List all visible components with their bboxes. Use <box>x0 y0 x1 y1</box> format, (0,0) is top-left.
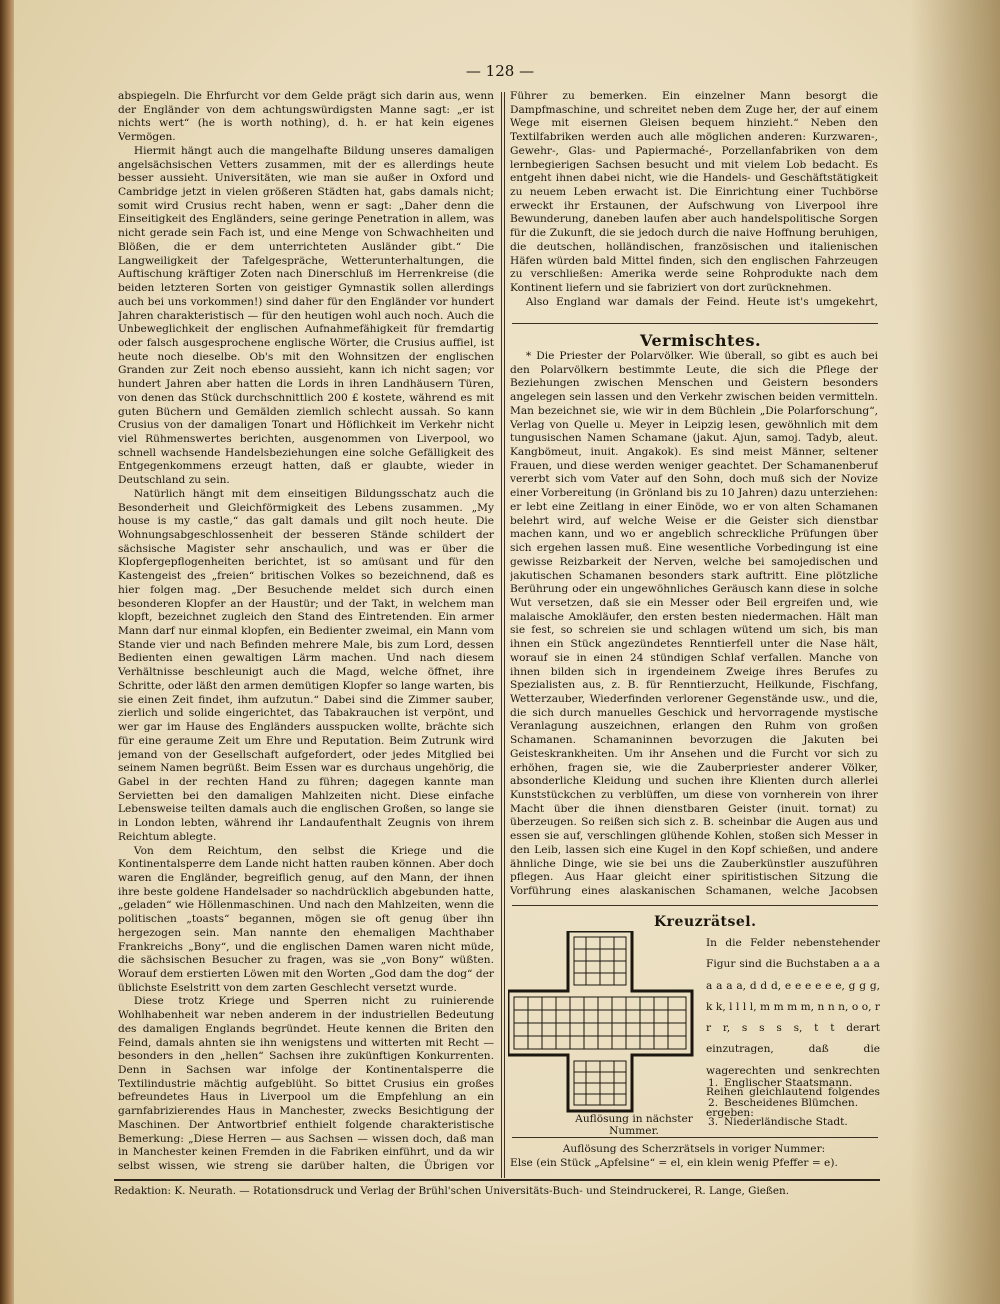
crossword-grid <box>508 931 698 1113</box>
riddle-solution <box>510 1143 878 1170</box>
left-column <box>118 90 494 1174</box>
right-column-continuation <box>510 90 878 310</box>
paragraph: Führer zu bemerken. Ein einzelner Mann besorgt die Dampfmaschine, und schreitet neben dem Zuge her, der auf einem Wege mit eisernen Gleisen bequem hinzieht.“ Neben den Textilfabriken werden auch alle möglichen anderen: Kurzwaren-, Gewehr-, Glas- und Papiermaché-, Porzellanfabriken von dem lernbegierigen Sachsen besucht und mit vielem Lob bedacht. Es entgeht ihnen dabei nicht, wie die Handels- und Geschäftstätigkeit zu neuem Leben erwacht ist. Die Einrichtung einer Tuchbörse erweckt ihr Erstaunen, der Aufschwung von Liverpool ihre Bewunderung, daneben laufen aber auch handelspolitische Sorgen für die Zukunft, die sie jedoch durch die naive Hoffnung beruhigen, die deutschen, holländischen, französischen und italienischen Häfen würden bald Mittel finden, sich den englischen Fahrzeugen zu verschließen: Amerika werde seine Rohprodukte nach dem Kontinent liefern und sie fabriziert von dort zurücknehmen. <box>510 90 878 295</box>
section-heading-vermischtes: Vermischtes. <box>640 331 762 350</box>
paragraph: * Die Priester der Polarvölker. Wie überall, so gibt es auch bei den Polarvölkern bestimmte Leute, die sich die Pflege der Beziehungen zwischen Menschen und Geistern besonders angelegen sein lassen und den Verkehr zwischen beiden vermitteln. Man bezeichnet sie, wie wir in dem Büchlein „Die Polarforschung“, Verlag von Quelle u. Meyer in Leipzig lesen, gewöhnlich mit dem tungusischen Namen Schamane (jakut. Ajun, samoj. Tadyb, aleut. Kangbömeut, inuit. Angakok). Es sind meist Männer, seltener Frauen, und diese werden weniger geachtet. Der Schamanenberuf vererbt sich vom Vater auf den Sohn, doch muß sich der Novize einer Vorbereitung (in Grönland bis zu 10 Jahren) dazu unterziehen: er lebt eine Zeitlang in einer Einöde, wo er von alten Schamanen belehrt wird, auf welche Weise er die Geister sich dienstbar machen kann, und wo er angeblich schreckliche Prüfungen über sich ergehen lassen muß. Eine wesentliche Vorbedingung ist eine gewisse Reizbarkeit der Nerven, welche bei samojedischen und jakutischen Schamanen besonders stark auftritt. Eine plötzliche Berührung oder ein ungewöhnliches Geräusch kann diese in solche Wut versetzen, daß sie ein Messer oder Beil ergreifen und, wie malaische Amokläufer, den ersten besten niedermachen. Hält man sie fest, so schreien sie und schlagen wütend um sich, bis man ihnen ein Stück angezündetes Renntierfell unter die Nase hält, worauf sie in einen 24 stündigen Schlaf verfallen. Manche von ihnen bilden sich in irgendeinem Zweige ihres Berufes zu Spezialisten aus, z. B. für Renntierzucht, Heilkunde, Fischfang, Wetterzauber, Wiederfinden verlorener Gegenstände usw., und die, die sich durch manuelles Geschick und hervorragende mystische Veranlagung auszeichnen, erlangen den Ruhm von großen Schamanen. Schamaninnen bevorzugen die Jakuten bei Geisteskrankheiten. Um ihr Ansehen und die Furcht vor sich zu erhöhen, fragen sie, wie die Zauberpriester anderer Völker, absonderliche Kleidung und suchen ihre Klienten durch allerlei Kunststückchen zu verblüffen, um diese von vornherein von ihrer Macht über die ihnen dienstbaren Geister (inuit. tornat) zu überzeugen. So reißen sich sich z. B. scheinbar die Augen aus und essen sie auf, verschlingen glühende Kohlen, stoßen sich Messer in den Leib, lassen sich eine Kugel in den Kopf schießen, und andere ähnliche Dinge, wie sie bei uns die Zauberkünstler auszuführen pflegen. Aus Haar gleicht einer spiritistischen Sitzung die Vorführung eines alaskanischen Schamanen, welche Jacobsen <box>510 350 878 898</box>
column-divider <box>504 92 505 1178</box>
section-divider <box>512 905 878 906</box>
vermischtes-article <box>510 350 878 900</box>
solution-title: Auflösung des Scherzrätsels in voriger Nummer: <box>562 1143 826 1155</box>
section-divider <box>512 1137 878 1138</box>
paragraph: Hiermit hängt auch die mangelhafte Bildung unseres damaligen angelsächsischen Vetters zusammen, mit der es allerdings heute besser aussieht. Universitäten, wie man sie außer in Oxford und Cambridge jetzt in vielen größeren Städten hat, gabs damals nicht; somit wird Crusius recht haben, wenn er sagt: „Daher denn die Einseitigkeit des Engländers, seine geringe Penetration in allem, was nicht gerade sein Fach ist, und eine Menge von Schwachheiten und Blößen, die er dem unterrichteten Ausländer gibt.“ Die Langweiligkeit der Tafelgespräche, Wetterunterhaltungen, die Auftischung kräftiger Zoten nach Dinerschluß im Herrenkreise (die beiden letzteren Sorten von geistiger Gymnastik sollen allerdings auch bei uns vorkommen!) sind daher für den Engländer vor hundert Jahren charakteristisch — für den heutigen wohl auch noch. Auch die Unbeweglichkeit der englischen Aufnahmefähigkeit für fremdartig oder falsch ausgesprochene englische Wörter, die Crusius auffiel, ist heute noch dieselbe. Ob's mit den Wohnsitzen der englischen Granden zur Zeit noch ebenso aussieht, kann ich nicht sagen; vor hundert Jahren aber hatten die Lords in ihren Landhäusern Türen, von denen das Stück durchschnittlich 200 £ kostete, während es mit guten Büchern und Gemälden ziemlich schlecht aussah. So kann Crusius von der damaligen Tonart und Höflichkeit im Verkehr nicht viel Rühmenswertes berichten, ausgenommen von Liverpool, wo schnell wachsende Handelsbeziehungen eine solche Gefälligkeit des Entgegenkommens erzeugt hatten, daß er glaubte, wieder in Deutschland zu sein. <box>118 144 494 487</box>
paragraph: Natürlich hängt mit dem einseitigen Bildungsschatz auch die Besonderheit und Gleichförmigkeit des Lebens zusammen. „My house is my castle,“ das galt damals und gilt noch heute. Die Wohnungsabgeschlossenheit der besseren Stände schildert der sächsische Magister sehr anschaulich, und was er über die Klopfergepflogenheiten berichtet, ist so amüsant und für den Kastengeist des „freien“ britischen Volkes so bezeichnend, daß es hier folgen mag. „Der Besuchende meldet sich durch einen besonderen Klopfer an der Haustür; und der Takt, in welchem man klopft, bezeichnet zugleich den Stand des Eintretenden. Ein armer Mann darf nur einmal klopfen, ein Bedienter zweimal, ein Mann vom Stande vier und nach Befinden mehrere Male, bis zum Lord, dessen Bedienten einen gewaltigen Lärm machen. Und nach diesem Verhältnisse beschleunigt auch die Magd, welche öffnet, ihre Schritte, oder läßt den armen demütigen Klopfer so lange warten, bis sie einen Zeit findet, ihm aufzutun.“ Dabei sind die Zimmer sauber, zierlich und solide eingerichtet, das Tabakrauchen ist verpönt, und wer gar im Hause des Engländers ausspucken wollte, brächte sich für eine geraume Zeit um Ehre und Reputation. Beim Zutrunk wird jemand von der Gesellschaft aufgefordert, oder jedes Mitglied bei seinem Namen begrüßt. Beim Essen war es durchaus ungehörig, die Gabel in der rechten Hand zu führen; dagegen kannte man Servietten bei den damaligen Mahlzeiten nicht. Diese einfache Lebensweise teilten damals auch die englischen Großen, so lange sie in London lebten, während ihr Landaufenthalt Zeugnis von ihrem Reichtum ablegte. <box>118 487 494 843</box>
list-item: 1. Englischer Staatsmann. <box>708 1077 853 1089</box>
list-item: 2. Bescheidenes Blümchen. <box>708 1096 859 1109</box>
paragraph: Also England war damals der Feind. Heute ist's umgekehrt, <box>525 295 878 308</box>
solution-text: Else (ein Stück „Apfelsine“ = el, ein klein wenig Pfeffer = e). <box>510 1156 838 1169</box>
footer-divider <box>114 1179 880 1181</box>
column-divider <box>501 92 502 1178</box>
section-divider <box>512 323 878 324</box>
page-number: — 128 — <box>465 62 535 80</box>
section-heading-crossword: Kreuzrätsel. <box>654 914 757 930</box>
crossword-caption: Auflösung in nächster Nummer. <box>575 1113 693 1137</box>
list-item: 3. Niederländische Stadt. <box>708 1116 848 1128</box>
paragraph: Diese trotz Kriege und Sperren nicht zu ruinierende Wohlhabenheit war neben anderem in der industriellen Bedeutung des damaligen Englands begründet. Heute kennen die Briten den Feind, damals ahnten sie ihn wenigstens und witterten mit Recht — besonders in den „hellen“ Sachsen ihre zukünftigen Konkurrenten. Denn in Sachsen war infolge der Kontinentalsperre die Textilindustrie mächtig aufgeblüht. So bittet Crusius ein großes befreundetes Haus in Liverpool um die Empfehlung an ein garnfabrizierendes Haus in Manchester, zwecks Besichtigung der Maschinen. Der Antwortbrief enthielt folgende charakteristische Bemerkung: „Diese Herren — aus Sachsen — wissen doch, daß man in Manchester keinen Fremden in die Fabriken einführt, und da wir selbst wissen, wie streng sie darüber halten, die Übrigen vor <box>118 995 494 1173</box>
crossword-clues <box>708 1074 880 1133</box>
paragraph: Von dem Reichtum, den selbst die Kriege und die Kontinentalsperre dem Lande nicht hatten rauben können. Aber doch waren die Engländer, begreiflich genug, auf den Mann, der ihnen ihre beste goldene Handelsader so nachdrücklich abgebunden hatte, „geladen“ wie Höllenmaschinen. Und nach den Mahlzeiten, wenn die politischen „toasts“ begannen, mögen sie oft genug über ihn hergezogen sein. Man nannte den ehemaligen Machthaber Frankreichs „Bony“, und die englischen Damen waren nicht müde, die sächsischen Besucher zu fragen, was sie „von Bony“ wüßten. Worauf dem erstierten Löwen mit den Worten „God dam the dog“ der üblichste Eselstritt von dem zarten Geschlecht versetzt wurde. <box>118 844 494 994</box>
imprint-footer: Redaktion: K. Neurath. — Rotationsdruck und Verlag der Brühl'schen Universitäts-Buch- und Steindruckerei, R. Lange, Gießen. <box>114 1185 790 1197</box>
paragraph: abspiegeln. Die Ehrfurcht vor dem Gelde prägt sich darin aus, wenn der Engländer von dem achtungswürdigsten Manne sagt: „er ist nichts wert“ (he is worth nothing), d. h. er hat kein eigenes Vermögen. <box>118 90 494 144</box>
crossword-instructions: In die Felder nebenstehender Figur sind die Buchstaben a a a a a a a, d d d, e e e e e e, g g g, k k, l l l l, m m m m, n n n, o o, r r r, s s s s, t t derart einzutragen, daß die wagerechten und senkrechten Reihen gleichlautend folgendes ergeben: <box>706 937 880 1120</box>
